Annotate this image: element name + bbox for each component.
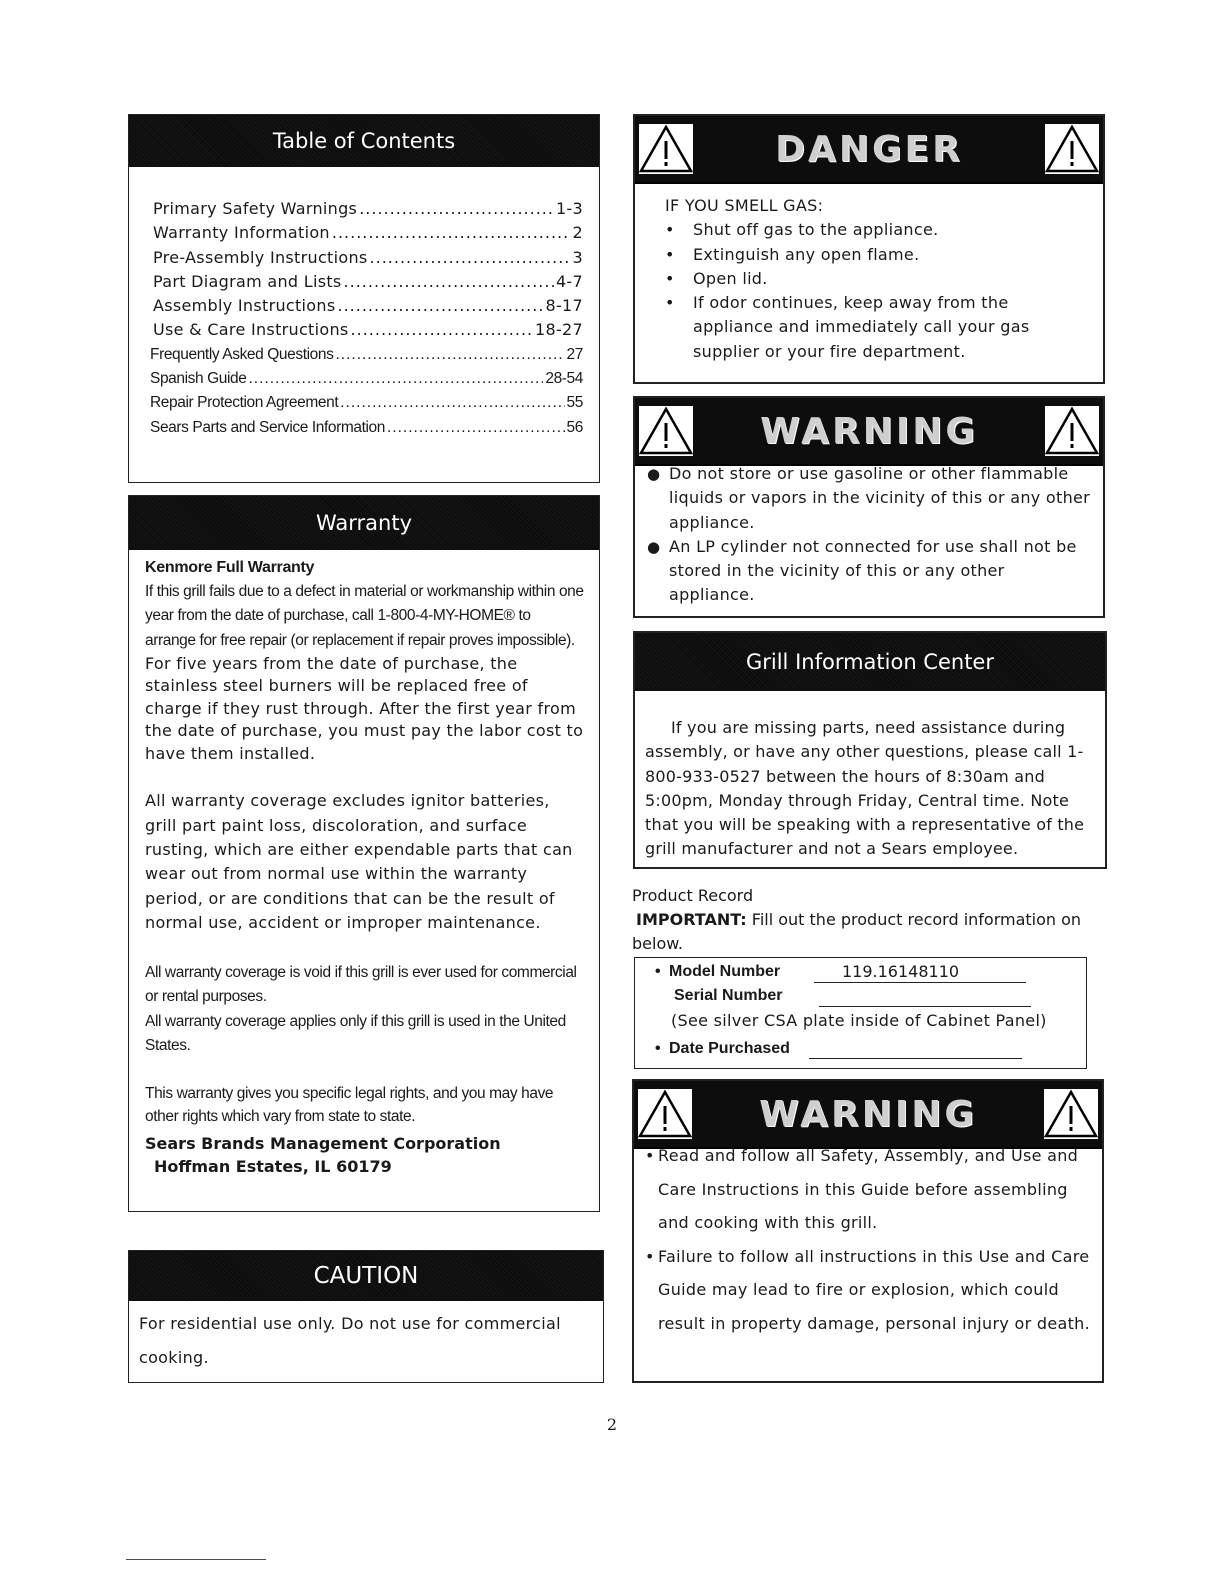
model-number-value: 119.16148110 — [842, 961, 960, 981]
toc-leader-dots — [351, 318, 533, 342]
warranty-title: Warranty — [315, 511, 413, 535]
warning-triangle-icon — [1044, 1089, 1098, 1139]
warranty-subtitle: Kenmore Full Warranty — [145, 559, 315, 576]
danger-intro: IF YOU SMELL GAS: — [665, 196, 824, 215]
product-record-important — [632, 908, 1108, 956]
toc-item-page: 55 — [566, 394, 583, 412]
list-item-text: Read and follow all Safety, Assembly, and Use and Care Instructions in this Guide before assembling and cooking with this grill. — [658, 1146, 1079, 1232]
toc-item[interactable] — [153, 294, 583, 318]
toc-item[interactable] — [153, 270, 583, 294]
warranty-para1: If this grill fails due to a defect in material or workmanship within one year from the date of purchase, call 1-800-4-MY-HOME® to arrange for free repair (or replacement if repair proves impossible). — [145, 583, 584, 649]
toc-item-page: 27 — [566, 345, 583, 363]
toc-item-label: Part Diagram and Lists — [153, 271, 342, 291]
caution-header — [129, 1251, 603, 1301]
bullet-icon: • — [665, 268, 675, 288]
bullet-icon: • — [665, 220, 675, 240]
toc-item-page: 28-54 — [545, 370, 583, 388]
product-record — [632, 884, 1108, 956]
bullet-icon: • — [645, 1146, 655, 1165]
warning1-header — [635, 398, 1103, 466]
warranty-para2: For five years from the date of purchase, the stainless steel burners will be replaced free of charge if they rust through. After the first year from the date of purchase, you must pay the labor cost to have them installed. — [145, 653, 584, 763]
toc-leader-dots — [337, 294, 543, 318]
warning-triangle-icon — [1045, 406, 1099, 456]
toc-item[interactable] — [153, 221, 583, 245]
list-item — [647, 535, 1091, 608]
bullet-icon: • — [665, 293, 675, 313]
toc-leader-dots — [359, 197, 554, 221]
list-item — [645, 1240, 1090, 1341]
grill-info-text: If you are missing parts, need assistance during assembly, or have any other questions, please call 1-800-933-0527 between the hours of 8:30am and 5:00pm, Monday through Friday, Central time. Note that you will be speaking with a representative of the grill manufacturer and not a Sears employee. — [645, 718, 1085, 859]
warning2-title: WARNING — [759, 1093, 977, 1135]
date-purchased-label: Date Purchased — [669, 1040, 790, 1057]
warranty-corp-line1: Sears Brands Management Corporation — [145, 1134, 501, 1154]
toc-item-label: Primary Safety Warnings — [153, 199, 358, 218]
toc-title: Table of Contents — [272, 129, 456, 153]
toc-item-label: Spanish Guide — [150, 370, 247, 388]
grill-info-title: Grill Information Center — [745, 650, 994, 674]
toc-item[interactable] — [150, 416, 583, 440]
warning2-box — [632, 1079, 1104, 1383]
list-item-text: An LP cylinder not connected for use shall not be stored in the vicinity of this or any other appliance. — [669, 536, 1077, 605]
caution-box — [128, 1250, 604, 1383]
danger-box — [633, 114, 1105, 384]
serial-number-label: Serial Number — [674, 987, 783, 1004]
grill-info-box — [633, 631, 1107, 869]
product-record-heading: Product Record — [632, 886, 754, 905]
warranty-para3: All warranty coverage excludes ignitor batteries, grill part paint loss, discoloration, and surface rusting, which are either expendable parts that can wear out from normal use within the warranty period, or are conditions that can be the result of normal use, accident or improper maintenance. — [145, 791, 573, 932]
danger-body — [665, 194, 1089, 364]
warranty-box — [128, 495, 600, 1212]
warranty-para4b: All warranty coverage applies only if this grill is used in the United States. — [145, 1012, 566, 1055]
bullet-icon: • — [665, 244, 675, 264]
list-item — [645, 1139, 1090, 1240]
warranty-header — [129, 496, 599, 550]
toc-item-page: 1-3 — [555, 199, 583, 218]
toc-leader-dots — [387, 416, 565, 440]
toc-item-label: Use & Care Instructions — [153, 320, 349, 340]
important-label: IMPORTANT: — [636, 910, 747, 929]
toc-leader-dots — [370, 246, 571, 270]
toc-item-label: Assembly Instructions — [153, 296, 336, 316]
toc-box — [128, 114, 600, 483]
toc-item-page: 2 — [572, 223, 583, 243]
toc-leader-dots — [248, 367, 543, 391]
list-item-text: If odor continues, keep away from the appliance and immediately call your gas supplier or your fire department. — [693, 293, 1030, 361]
warning-triangle-icon — [1045, 124, 1099, 174]
toc-leader-dots — [344, 270, 554, 294]
toc-item-label: Pre-Assembly Instructions — [153, 247, 368, 267]
toc-item[interactable] — [153, 246, 583, 270]
toc-item-page: 3 — [572, 247, 583, 267]
warning-triangle-icon — [639, 124, 693, 174]
grill-info-header — [635, 633, 1105, 691]
page-number: 2 — [606, 1415, 618, 1434]
list-item-text: Do not store or use gasoline or other flammable liquids or vapors in the vicinity of this or any other appliance. — [669, 464, 1091, 532]
toc-item[interactable] — [153, 197, 583, 221]
danger-list — [665, 218, 1089, 364]
model-number-label: Model Number — [669, 963, 781, 980]
toc-item-page: 8-17 — [545, 296, 583, 316]
toc-item-label: Repair Protection Agreement — [150, 394, 339, 412]
warning1-title: WARNING — [760, 410, 978, 452]
warranty-corp-line2: Hoffman Estates, IL 60179 — [154, 1157, 392, 1177]
toc-item[interactable] — [150, 391, 583, 415]
warranty-body — [145, 556, 585, 1178]
toc-item[interactable] — [153, 318, 583, 342]
list-item-text: Open lid. — [693, 268, 768, 288]
bullet-icon: • — [645, 1246, 655, 1266]
toc-item-page: 18-27 — [535, 320, 583, 340]
toc-list — [150, 197, 583, 440]
list-item — [665, 218, 1089, 242]
toc-leader-dots — [335, 343, 564, 367]
bullet-icon: ● — [647, 537, 661, 556]
toc-item-page: 4-7 — [555, 271, 583, 291]
toc-item[interactable] — [150, 343, 583, 367]
list-item — [665, 243, 1089, 267]
caution-text: For residential use only. Do not use for commercial cooking. — [139, 1314, 561, 1367]
date-purchased-field[interactable] — [809, 1040, 1022, 1059]
csa-note: (See silver CSA plate inside of Cabinet Panel) — [671, 1011, 1047, 1030]
warning1-list — [647, 462, 1091, 608]
toc-item[interactable] — [150, 367, 583, 391]
toc-leader-dots — [340, 391, 564, 415]
list-item — [647, 462, 1091, 535]
warning-triangle-icon — [639, 406, 693, 456]
footer-link-line — [126, 1559, 266, 1560]
list-item-text: Failure to follow all instructions in this Use and Care Guide may lead to fire or explosion, which could result in property damage, personal injury or death. — [658, 1246, 1090, 1333]
toc-item-label: Frequently Asked Questions — [150, 345, 334, 363]
warning-triangle-icon — [638, 1089, 692, 1139]
toc-item-label: Sears Parts and Service Information — [150, 418, 385, 436]
warning2-list — [645, 1139, 1090, 1340]
warranty-para4a: All warranty coverage is void if this grill is ever used for commercial or rental purposes. — [145, 964, 577, 1006]
list-item-text: Shut off gas to the appliance. — [693, 220, 939, 240]
serial-number-field[interactable] — [819, 986, 1031, 1007]
warranty-para5: This warranty gives you specific legal rights, and you may have other rights which vary from state to state. — [145, 1085, 554, 1126]
toc-item-page: 56 — [566, 418, 583, 436]
danger-header — [635, 116, 1103, 184]
important-text: Fill out the product record information on below. — [632, 910, 1082, 953]
toc-header — [129, 115, 599, 167]
toc-item-label: Warranty Information — [153, 223, 330, 243]
warning1-box — [633, 396, 1105, 618]
toc-leader-dots — [332, 221, 571, 245]
caution-title: CAUTION — [313, 1263, 419, 1289]
list-item — [665, 291, 1089, 364]
bullet-icon: ● — [647, 465, 661, 483]
list-item-text: Extinguish any open flame. — [693, 244, 920, 264]
list-item — [665, 267, 1089, 291]
product-record-form: • Model Number 119.16148110 Serial Number (See silver CSA plate inside of Cabinet Panel) • Date Purchased — [634, 957, 1087, 1069]
model-number-field[interactable] — [814, 962, 1026, 983]
danger-title: DANGER — [775, 128, 963, 170]
